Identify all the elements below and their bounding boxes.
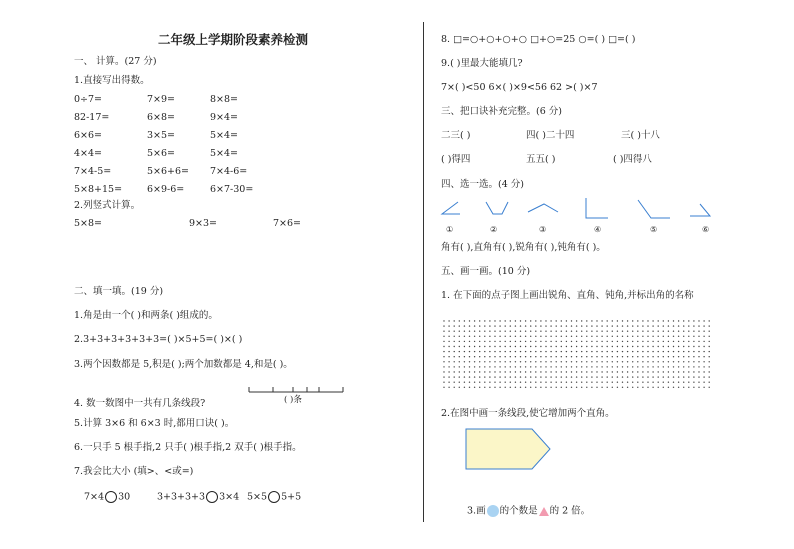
compare-item <box>247 491 301 503</box>
pink-triangle-icon <box>539 507 549 516</box>
compare-circle[interactable] <box>206 491 218 503</box>
draw-q3-text: 的 2 倍。 <box>549 505 591 517</box>
calc-item: 5×6+6= <box>147 166 190 177</box>
q9: 9.( )里最大能填几? <box>441 58 523 69</box>
q9-line: 7×( )<50 6×( )×9<56 62 >( )×7 <box>441 82 598 93</box>
compare-left: 3+3+3+3 <box>157 491 206 503</box>
section-draw: 五、画一画。(10 分) <box>441 266 531 277</box>
q8: 8. □=○+○+○+○ □+○=25 ○=( ) □=( ) <box>441 34 636 45</box>
page-title: 二年级上学期阶段素养检测 <box>158 32 309 47</box>
formula-item: ( )四得八 <box>613 154 652 165</box>
column-divider <box>423 22 424 522</box>
angle-mark: ⑥ <box>702 225 710 234</box>
pentagon-figure[interactable] <box>464 427 554 473</box>
draw-q3-text: 的个数是 <box>499 505 538 517</box>
compare-left: 5×5 <box>247 491 268 503</box>
section-fill: 二、填一填。(19 分) <box>74 286 164 297</box>
compare-right: 3×4 <box>219 491 240 503</box>
calc-item: 6×7-30= <box>210 184 254 195</box>
fill-q5: 5.计算 3×6 和 6×3 时,都用口诀( )。 <box>74 418 235 429</box>
compare-circle[interactable] <box>105 491 117 503</box>
fill-q4: 4. 数一数图中一共有几条线段? <box>74 398 206 409</box>
compare-left: 7×4 <box>84 491 105 503</box>
fill-q1: 1.角是由一个( )和两条( )组成的。 <box>74 310 218 321</box>
vertical-item: 5×8= <box>74 218 103 229</box>
fill-q6: 6.一只手 5 根手指,2 只手( )根手指,2 双手( )根手指。 <box>74 442 302 453</box>
angle-mark: ① <box>446 225 454 234</box>
angle-shape <box>528 204 558 212</box>
formula-item: 二三( ) <box>441 130 471 141</box>
draw-q3-text: 3.画 <box>467 505 486 517</box>
formula-item: 四( )二十四 <box>526 130 575 141</box>
angle-mark: ⑤ <box>650 225 658 234</box>
fill-q3: 3.两个因数都是 5,积是( );两个加数都是 4,和是( )。 <box>74 359 293 370</box>
draw-q3 <box>467 505 590 517</box>
calc-item: 5×8+15= <box>74 184 123 195</box>
section-calculation: 一、 计算。(27 分) <box>74 56 157 67</box>
calc-item: 4×4= <box>74 148 103 159</box>
angle-shape <box>586 198 608 218</box>
q2-title: 2.列竖式计算。 <box>74 200 141 211</box>
angle-mark: ③ <box>539 225 547 234</box>
angle-shape <box>442 202 460 214</box>
formula-item: ( )得四 <box>441 154 471 165</box>
formula-item: 五五( ) <box>526 154 556 165</box>
dot-grid[interactable] <box>442 319 714 391</box>
calc-item: 82-17= <box>74 112 110 123</box>
calc-item: 6×9-6= <box>147 184 185 195</box>
vertical-item: 9×3= <box>189 218 218 229</box>
calc-item: 5×4= <box>210 130 239 141</box>
segment-count-label: ( )条 <box>284 395 302 405</box>
calc-item: 7×4-5= <box>74 166 112 177</box>
angle-shape <box>486 202 508 214</box>
compare-circle[interactable] <box>268 491 280 503</box>
blue-circle-icon <box>487 505 499 517</box>
fill-q2: 2.3+3+3+3+3+3=( )×5+5=( )×( ) <box>74 334 243 345</box>
angle-shape <box>690 204 710 216</box>
fill-q7: 7.我会比大小 (填>、<或=) <box>74 466 194 477</box>
angle-answer: 角有( ),直角有( ),锐角有( ),钝角有( )。 <box>441 242 606 253</box>
angle-mark: ④ <box>594 225 602 234</box>
calc-item: 0÷7= <box>74 94 103 105</box>
calc-item: 5×4= <box>210 148 239 159</box>
section-choose: 四、选一选。(4 分) <box>441 179 524 190</box>
calc-item: 7×4-6= <box>210 166 248 177</box>
calc-item: 9×4= <box>210 112 239 123</box>
angle-shape <box>638 200 670 218</box>
draw-q2: 2.在图中画一条线段,使它增加两个直角。 <box>441 408 615 419</box>
calc-item: 7×9= <box>147 94 176 105</box>
compare-item <box>157 491 239 503</box>
q1-title: 1.直接写出得数。 <box>74 75 150 86</box>
draw-q1: 1. 在下面的点子图上画出锐角、直角、钝角,并标出角的名称 <box>441 290 694 301</box>
compare-right: 30 <box>118 491 131 503</box>
calc-item: 6×6= <box>74 130 103 141</box>
calc-item: 3×5= <box>147 130 176 141</box>
calc-item: 8×8= <box>210 94 239 105</box>
compare-right: 5+5 <box>281 491 302 503</box>
angle-mark: ② <box>490 225 498 234</box>
calc-item: 5×6= <box>147 148 176 159</box>
calc-item: 6×8= <box>147 112 176 123</box>
angle-figures <box>438 196 728 222</box>
section-formula: 三、把口诀补充完整。(6 分) <box>441 106 562 117</box>
compare-item <box>84 491 130 503</box>
vertical-item: 7×6= <box>273 218 302 229</box>
formula-item: 三( )十八 <box>621 130 660 141</box>
